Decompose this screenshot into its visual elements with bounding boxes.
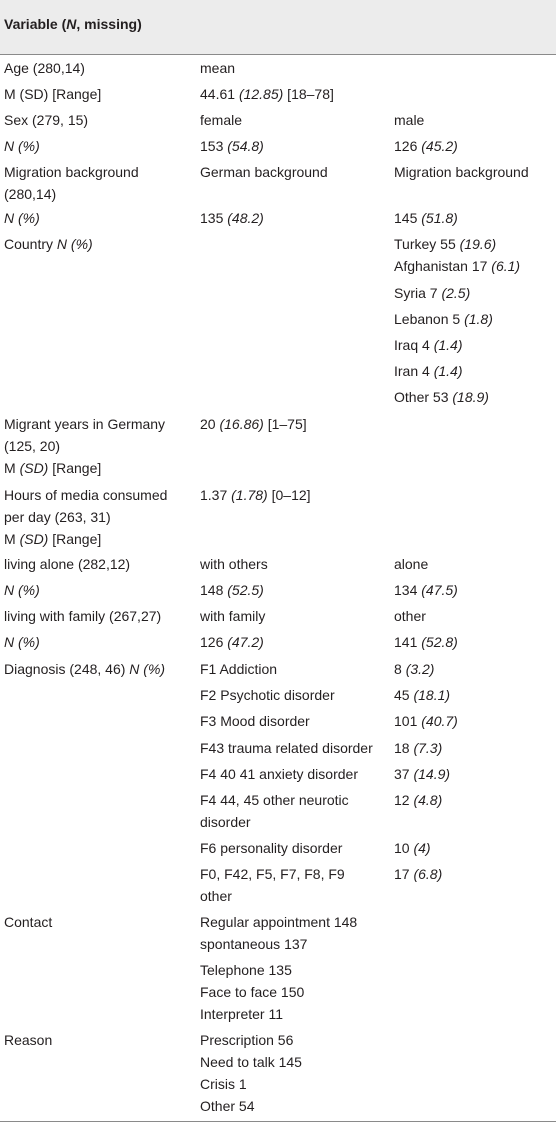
alone-n-col1: 148 (52.5) — [200, 582, 264, 598]
years-value: 20 (16.86) [1–75] — [200, 416, 307, 432]
country-item: Turkey 55 (19.6) — [394, 236, 497, 252]
alone-col2: alone — [394, 556, 429, 572]
country-item: Afghanistan 17 (6.1) — [394, 258, 521, 274]
media-label: Hours of media consumed per day (263, 31) M (SD) [Range] — [4, 487, 168, 547]
diagnosis-name: F2 Psychotic disorder — [200, 687, 335, 703]
sex-n-col2: 126 (45.2) — [394, 138, 458, 154]
reason-label: Reason — [4, 1032, 53, 1048]
family-col2: other — [394, 608, 426, 624]
country-item: Iraq 4 (1.4) — [394, 337, 463, 353]
diagnosis-label: Diagnosis (248, 46) N (%) — [4, 661, 166, 677]
diagnosis-value: 37 (14.9) — [394, 766, 451, 782]
family-label: living with family (267,27) — [4, 608, 162, 624]
diagnosis-name: F1 Addiction — [200, 661, 278, 677]
contact-values-1: Regular appointment 148 spontaneous 137 — [200, 914, 358, 952]
age-value: mean — [200, 60, 236, 76]
diagnosis-value: 10 (4) — [394, 840, 431, 856]
migration-n-label: N (%) — [4, 210, 40, 226]
age-label: Age (280,14) — [4, 60, 85, 76]
migration-n-col1: 135 (48.2) — [200, 210, 264, 226]
alone-label: living alone (282,12) — [4, 556, 131, 572]
header-variable: Variable (N, missing) — [4, 16, 142, 32]
migration-label: Migration background (280,14) — [4, 164, 139, 202]
migration-col1: German background — [200, 164, 328, 180]
contact-values-2: Telephone 135 Face to face 150 Interpreter 11 — [200, 962, 305, 1022]
bottom-rule — [0, 1121, 556, 1122]
diagnosis-value: 101 (40.7) — [394, 713, 458, 729]
years-label: Migrant years in Germany (125, 20) M (SD) [Range] — [4, 416, 166, 476]
sex-col2: male — [394, 112, 425, 128]
sex-col1: female — [200, 112, 243, 128]
diagnosis-value: 17 (6.8) — [394, 866, 443, 882]
header-rule — [0, 54, 556, 55]
contact-label: Contact — [4, 914, 53, 930]
migration-col2: Migration background — [394, 164, 529, 180]
alone-n-col2: 134 (47.5) — [394, 582, 458, 598]
reason-values: Prescription 56 Need to talk 145 Crisis 1 Other 54 — [200, 1032, 302, 1114]
diagnosis-name: F4 40 41 anxiety disorder — [200, 766, 358, 782]
diagnosis-name: F43 trauma related disorder — [200, 740, 373, 756]
diagnosis-value: 18 (7.3) — [394, 740, 443, 756]
alone-col1: with others — [200, 556, 268, 572]
sex-n-col1: 153 (54.8) — [200, 138, 264, 154]
migration-n-col2: 145 (51.8) — [394, 210, 458, 226]
sex-label: Sex (279, 15) — [4, 112, 89, 128]
sex-n-label: N (%) — [4, 138, 40, 154]
country-item: Syria 7 (2.5) — [394, 285, 471, 301]
diagnosis-name: F6 personality disorder — [200, 840, 343, 856]
family-n-col2: 141 (52.8) — [394, 634, 458, 650]
country-item: Other 53 (18.9) — [394, 389, 489, 405]
family-n-label: N (%) — [4, 634, 40, 650]
diagnosis-name: F3 Mood disorder — [200, 713, 310, 729]
diagnosis-value: 8 (3.2) — [394, 661, 435, 677]
diagnosis-name: F0, F42, F5, F7, F8, F9 other — [200, 866, 345, 904]
diagnosis-name: F4 44, 45 other neurotic disorder — [200, 792, 349, 830]
country-item: Lebanon 5 (1.8) — [394, 311, 493, 327]
age-stat-label: M (SD) [Range] — [4, 86, 102, 102]
alone-n-label: N (%) — [4, 582, 40, 598]
age-stat-value: 44.61 (12.85) [18–78] — [200, 86, 334, 102]
family-col1: with family — [200, 608, 266, 624]
country-item: Iran 4 (1.4) — [394, 363, 463, 379]
diagnosis-value: 12 (4.8) — [394, 792, 443, 808]
family-n-col1: 126 (47.2) — [200, 634, 264, 650]
country-label: Country N (%) — [4, 236, 93, 252]
diagnosis-value: 45 (18.1) — [394, 687, 451, 703]
media-value: 1.37 (1.78) [0–12] — [200, 487, 311, 503]
